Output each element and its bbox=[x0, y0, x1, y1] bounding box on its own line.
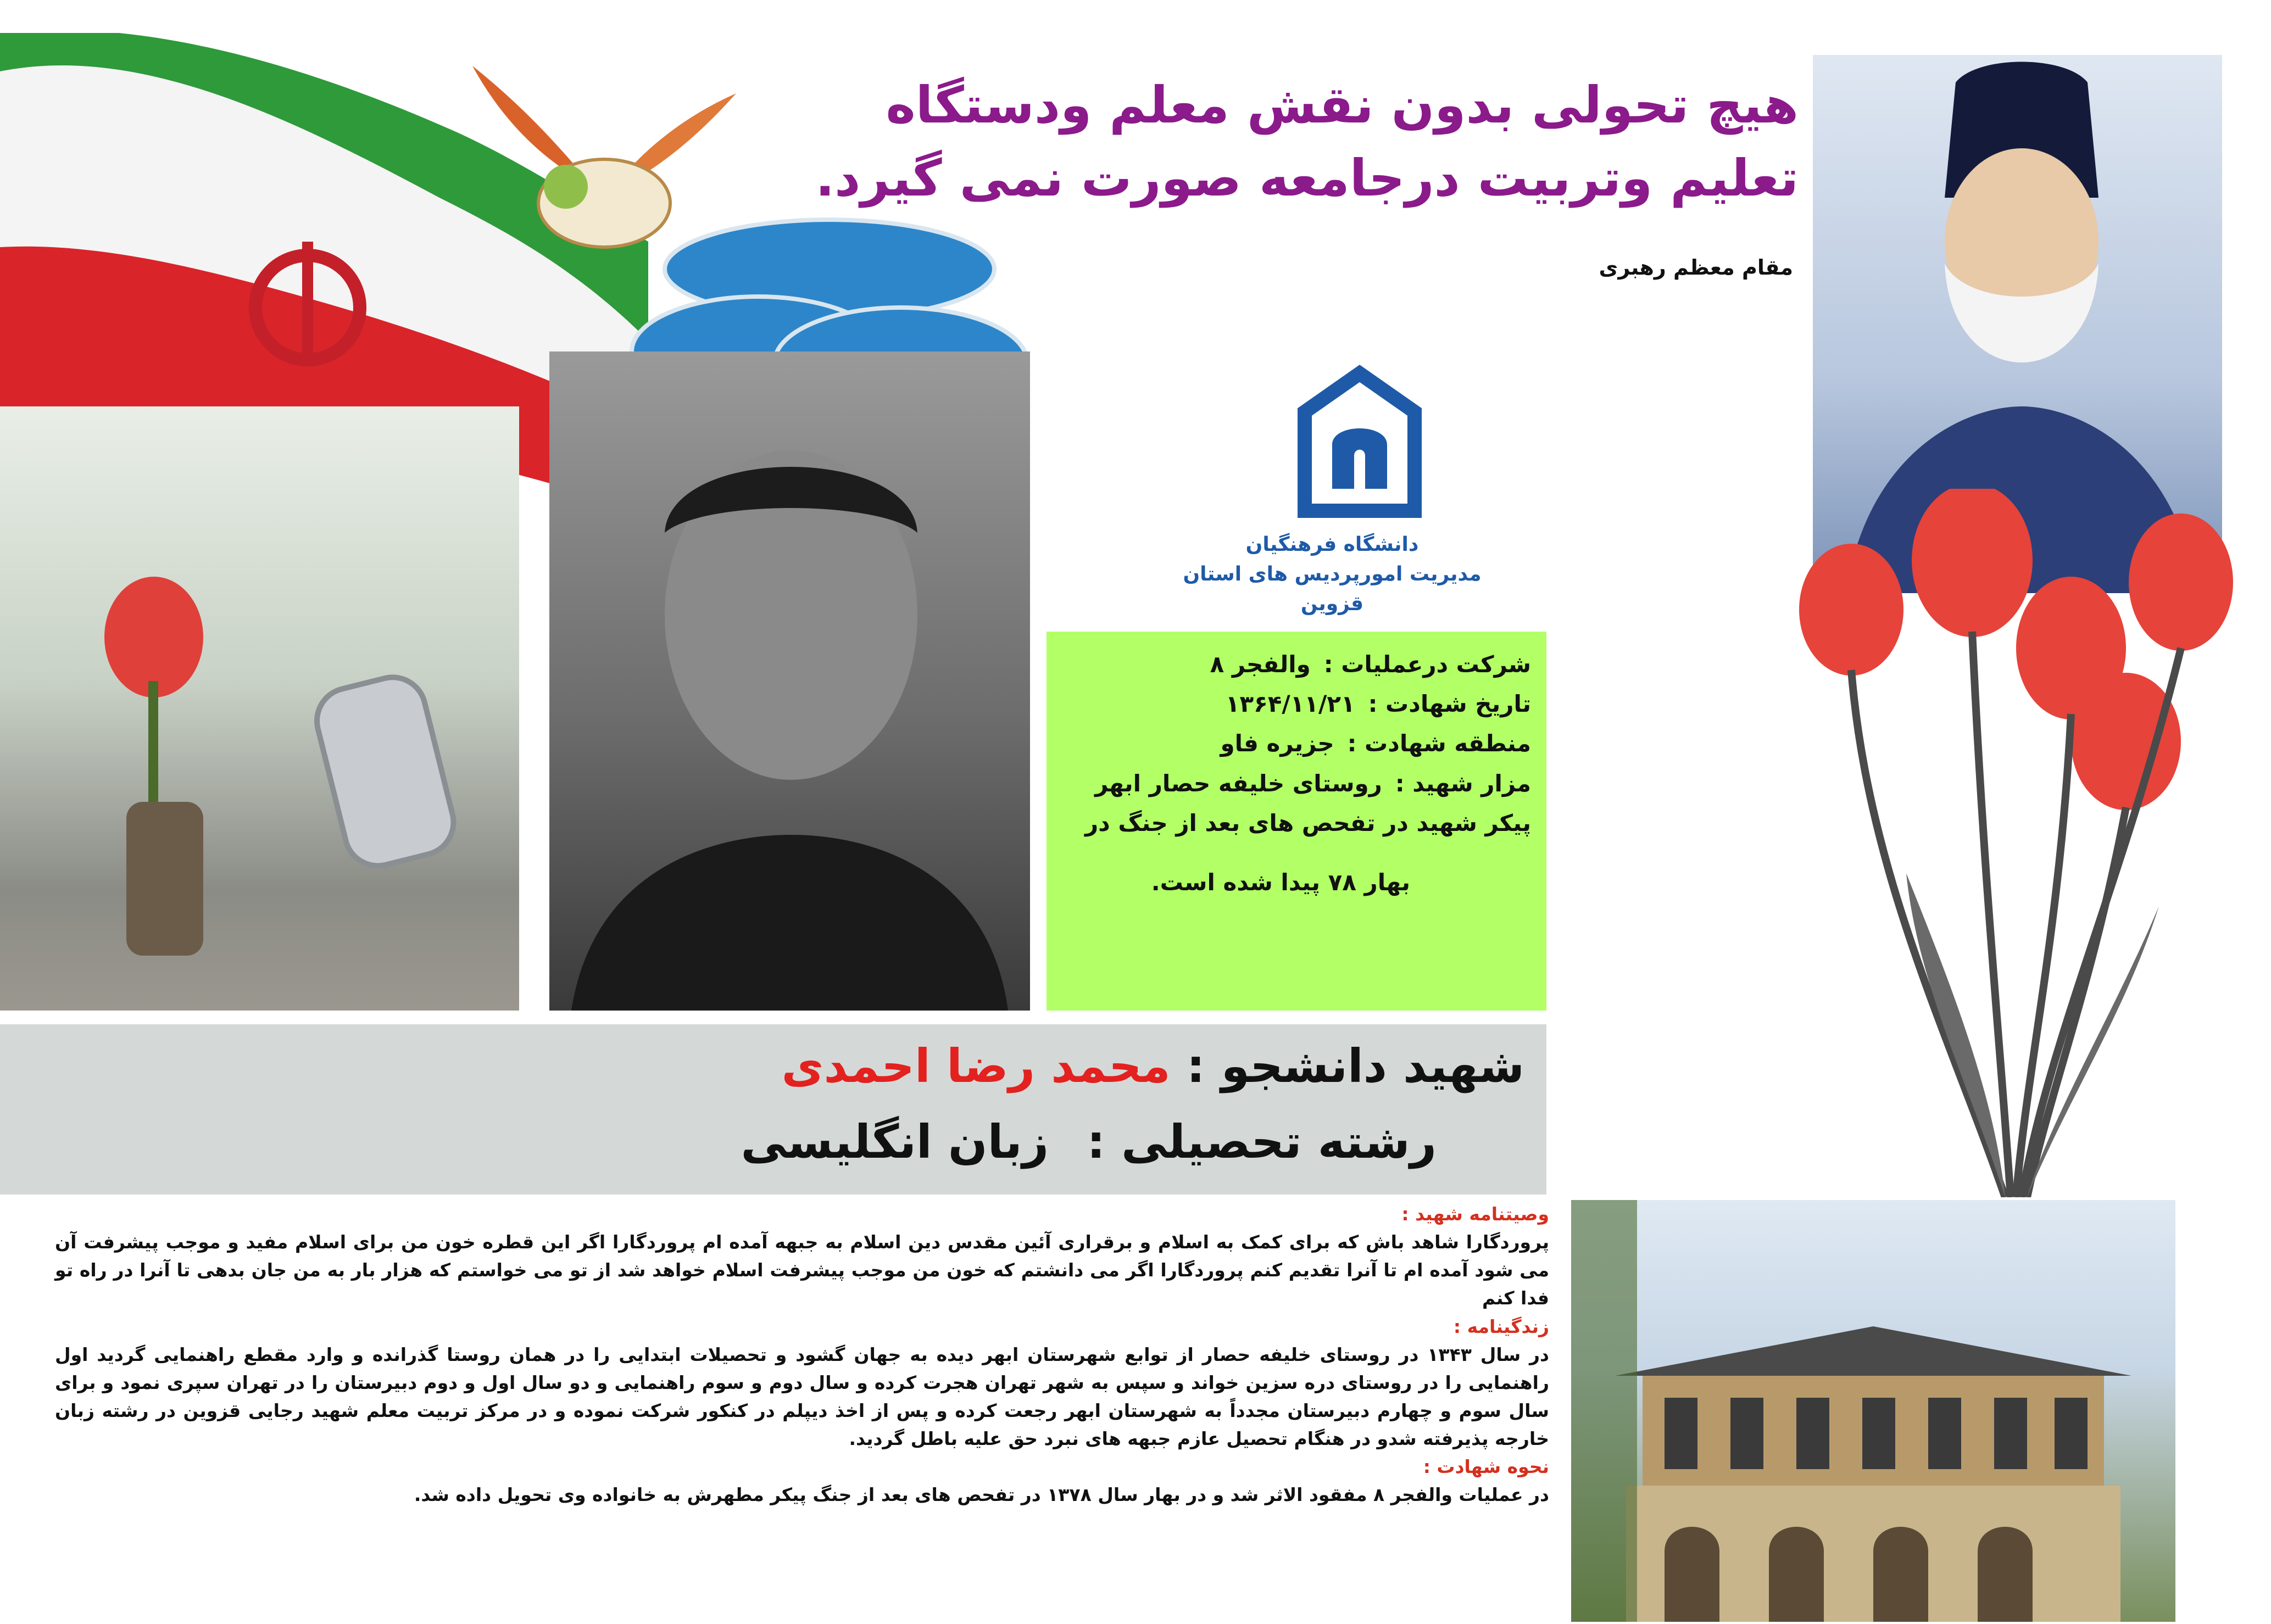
quote-line-2: تعلیم وتربیت درجامعه صورت نمی گیرد. bbox=[815, 149, 1799, 208]
martyr-portrait-photo bbox=[549, 351, 1030, 1011]
quote-attribution: مقام معظم رهبری bbox=[1599, 255, 1793, 280]
will-heading: وصیتنامه شهید : bbox=[1401, 1203, 1549, 1225]
chehel-sotun-building-photo bbox=[1571, 1200, 2175, 1622]
name-band bbox=[0, 1024, 1546, 1195]
info-row-grave: مزار شهید :روستای خلیفه حصار ابهر bbox=[1095, 769, 1531, 797]
info-row-place: منطقه شهادت :جزیره فاو bbox=[1220, 730, 1531, 757]
university-name-line-1: دانشگاه فرهنگیان bbox=[1245, 533, 1419, 556]
biography-section bbox=[55, 1200, 1549, 1509]
biography-text: در سال ۱۳۴۳ در روستای خلیفه حصار از توابع شهرستان ابهر دیده به جهان گشود و تحصیلات ابتدایی را در همان روستا گذرانده و وارد مقطع راهنمایی گردید اول راهنمایی را در روستای دره سزین خواند و سپس به شهر تهران هجرت کرده و سال دوم و سوم راهنمایی و دو سال اول و دوم دبیرستان را در تهران سپری نمود و برای سال سوم و چهارم دبیرستان مجدداً به شهرستان ابهر رجعت کرده و پس از اخذ دیپلم در کنکور شرکت نموده و در مرکز تربیت معلم شهید رجایی قزوین در رشته زبان خارجه پذیرفته شدو در هنگام تحصیل عازم جبهه های نبرد حق علیه باطل گردید. bbox=[55, 1343, 1549, 1450]
study-field-label: رشته تحصیلی : bbox=[1087, 1115, 1437, 1169]
martyr-info-box bbox=[1047, 632, 1546, 1011]
martyrdom-heading: نحوه شهادت : bbox=[1423, 1456, 1549, 1478]
biography-heading: زندگینامه : bbox=[1453, 1315, 1549, 1337]
info-note-line-2: بهار ۷۸ پیدا شده است. bbox=[1151, 869, 1410, 896]
martyrdom-text: در عملیات والفجر ۸ مفقود الاثر شد و در بهار سال ۱۳۷۸ در تفحص های بعد از جنگ پیکر مطهرش به خانواده وی تحویل داده شد. bbox=[414, 1484, 1549, 1506]
university-name bbox=[1154, 530, 1511, 619]
info-note-line-1: پیکر شهید در تفحص های بعد از جنگ در bbox=[1084, 809, 1531, 836]
martyr-title-label: شهید دانشجو : bbox=[1186, 1039, 1524, 1093]
flower-dogtag-photo bbox=[0, 406, 519, 1011]
study-field-value: زبان انگلیسی bbox=[741, 1115, 1049, 1169]
university-logo-icon bbox=[1294, 362, 1426, 522]
leader-quote bbox=[590, 69, 1799, 215]
martyr-name: محمد رضا احمدی bbox=[781, 1039, 1171, 1093]
university-name-line-2: مدیریت امورپردیس های استان قزوین bbox=[1183, 563, 1482, 615]
will-text: پروردگارا شاهد باش که برای کمک به اسلام و برقراری آئین مقدس دین اسلام به جبهه آمده ام پروردگارا اگر این قطره خون من برای اسلام مفید و موجب پیشرفت آن می شود آمده ام تا آنرا تقدیم کنم پروردگارا اگر می دانشتم که خون من موجب پیشرفت اسلام خواهد شد از تو می خواستم که هزار بار به من جان بدهی تا آنرا در راه تو فدا کنم bbox=[55, 1231, 1549, 1309]
tulips-image bbox=[1741, 489, 2271, 1197]
martyr-title-line bbox=[0, 1035, 1524, 1097]
info-row-operation: شرکت درعملیات :والفجر ۸ bbox=[1210, 651, 1531, 678]
study-field-line bbox=[0, 1105, 1437, 1179]
quote-line-1: هیچ تحولی بدون نقش معلم ودستگاه bbox=[886, 76, 1799, 135]
info-row-date: تاریخ شهادت :۱۳۶۴/۱۱/۲۱ bbox=[1225, 690, 1531, 718]
